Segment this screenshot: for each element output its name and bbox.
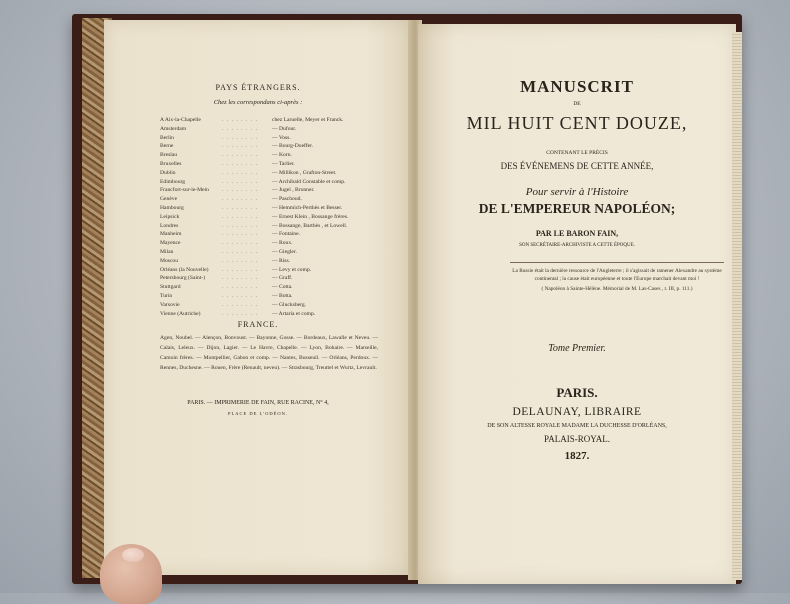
correspondent-name: — Levy et comp. (272, 266, 312, 273)
leader-dots: . . . . . . . . (222, 196, 258, 203)
tome: Tome Premier. (548, 343, 606, 354)
city-paris: PARIS. (556, 385, 598, 400)
correspondent-name: — Glucksberg. (272, 301, 307, 308)
correspondent-row (160, 267, 311, 273)
correspondent-row (160, 161, 295, 167)
correspondent-city: Manheim (160, 231, 182, 238)
correspondent-row (160, 143, 313, 149)
correspondent-city: Berlin (160, 134, 174, 141)
correspondent-name: — Roux. (272, 240, 293, 247)
correspondent-city: Genève (160, 196, 178, 203)
leader-dots: . . . . . . . . (222, 284, 258, 291)
epigraph (512, 267, 722, 293)
correspondent-row (160, 170, 336, 176)
pour-servir: Pour servir à l'Histoire (525, 186, 629, 198)
correspondent-row (160, 117, 343, 123)
correspondent-name: — Artaria et comp. (272, 310, 316, 317)
correspondent-row (160, 311, 315, 317)
correspondent-name: — Archibald Constable et comp. (272, 178, 346, 185)
correspondent-name: — Bourg-Doeffer. (272, 143, 314, 150)
correspondent-city: Stuttgard (160, 284, 181, 291)
france-text: Agen, Noubel. — Alençon, Bonvoust. — Bayonne, Gosse. — Bordeaux, Lawalle et Neveu. — Calais, Leleux. — Dijon, Lagier. — Le Havre, Chapelle. — Lyon, Bohaire. — Marseille, Camoin frères. — Montpellier, Gabon et comp. — Nantes, Busseuil. — Orléans, Perdoux. — Rennes, Duchesne. — Rouen, Frère (Renault, neveu). — Strasbourg, Treuttel et Wurtz, Levrault. (160, 335, 378, 371)
title-de: DE (573, 101, 581, 107)
publication-year: 1827. (564, 450, 590, 462)
correspondent-city: Orléans (la Nouvelle) (160, 266, 209, 273)
leader-dots: . . . . . . . . (222, 134, 258, 141)
correspondent-row (160, 214, 348, 220)
correspondent-row (160, 302, 306, 308)
leader-dots: . . . . . . . . (222, 169, 258, 176)
palais-royal: PALAIS-ROYAL. (544, 434, 610, 444)
leader-dots: . . . . . . . . (222, 266, 258, 273)
correspondent-row (160, 187, 314, 193)
correspondent-city: A Aix-la-Chapelle (160, 117, 201, 123)
correspondent-name: — Graff. (272, 275, 293, 282)
correspondent-name: — Bossange, Barthès , et Lowell. (272, 222, 348, 229)
leader-dots: . . . . . . . . (222, 240, 258, 247)
correspondent-city: Londres (160, 222, 179, 229)
leader-dots: . . . . . . . . (222, 117, 258, 123)
correspondent-row (160, 223, 347, 229)
leader-dots: . . . . . . . . (222, 231, 258, 238)
correspondent-city: Francfort-sur-le-Mein (160, 187, 209, 194)
correspondent-city: Berne (160, 143, 174, 150)
correspondent-name: — Paschoud. (272, 196, 302, 203)
correspondent-city: Bruxelles (160, 161, 182, 167)
correspondent-name: — Voss. (272, 134, 291, 141)
correspondent-row (160, 231, 300, 237)
leader-dots: . . . . . . . . (222, 293, 258, 299)
correspondent-row (160, 196, 302, 202)
correspondent-city: Mayence (160, 240, 181, 247)
correspondent-city: Amsterdam (160, 125, 187, 132)
leader-dots: . . . . . . . . (222, 143, 258, 150)
leader-dots: . . . . . . . . (222, 125, 258, 132)
correspondent-city: Moscou (160, 257, 179, 264)
leader-dots: . . . . . . . . (222, 205, 258, 211)
correspondent-row (160, 126, 296, 132)
correspondent-city: Leipsick (160, 213, 180, 220)
author: PAR LE BARON FAIN, (535, 229, 619, 238)
correspondent-name: — Millikon , Grafton-Street. (272, 169, 337, 176)
correspondent-row (160, 258, 290, 264)
leader-dots: . . . . . . . . (222, 249, 258, 255)
correspondent-name: — Giegler. (272, 249, 297, 255)
thumbnail-nail (122, 548, 144, 562)
correspondent-name: — Riss. (272, 257, 291, 264)
correspondent-name: — Korn. (272, 152, 292, 159)
correspondent-name: — Botta. (272, 293, 293, 299)
publisher: DELAUNAY, LIBRAIRE (512, 406, 642, 418)
correspondent-row (160, 152, 292, 158)
imprint-line1: PARIS. — IMPRIMERIE DE FAIN, RUE RACINE, N° 4, (187, 400, 329, 406)
france-title: FRANCE. (237, 320, 279, 329)
year-title: MIL HUIT CENT DOUZE, (466, 113, 688, 133)
epigraph-source: ( Napoléon à Sainte-Hélène. Mémorial de M. Las-Cases , t. III, p. 111.) (541, 286, 693, 292)
correspondent-name: — Tarlier. (272, 161, 295, 167)
correspondent-city: Petersbourg (Saint-) (160, 275, 206, 282)
leader-dots: . . . . . . . . (222, 301, 258, 308)
leader-dots: . . . . . . . . (222, 222, 258, 229)
author-title: SON SECRÉTAIRE-ARCHIVISTE A CETTE ÉPOQUE. (519, 243, 635, 248)
leader-dots: . . . . . . . . (222, 310, 258, 317)
correspondent-row (160, 205, 342, 211)
correspondent-city: Edimbourg (160, 178, 186, 185)
correspondent-row (160, 275, 292, 281)
contenant: CONTENANT LE PRÉCIS (546, 150, 608, 156)
left-title: PAYS ÉTRANGERS. (215, 83, 301, 92)
leader-dots: . . . . . . . . (222, 275, 258, 282)
correspondent-city: Dublin (160, 169, 176, 176)
leader-dots: . . . . . . . . (222, 178, 258, 185)
correspondent-row (160, 249, 297, 255)
leader-dots: . . . . . . . . (222, 161, 258, 167)
correspondent-row (160, 284, 293, 290)
correspondent-city: Vienne (Autriche) (160, 310, 201, 317)
correspondent-name: — Cotta. (272, 284, 293, 291)
leader-dots: . . . . . . . . (222, 257, 258, 264)
leader-dots: . . . . . . . . (222, 152, 258, 159)
leader-dots: . . . . . . . . (222, 187, 258, 194)
publisher-altesse: DE SON ALTESSE ROYALE MADAME LA DUCHESSE D'ORLÉANS, (487, 423, 667, 429)
correspondent-name: — Jugel , Bronner. (272, 187, 315, 194)
correspondent-city: Varsovie (160, 301, 180, 308)
book-title: MANUSCRIT (520, 77, 634, 96)
empereur: DE L'EMPEREUR NAPOLÉON; (478, 201, 676, 216)
correspondent-name: — Dufour. (272, 125, 297, 132)
correspondent-city: Milan (160, 249, 174, 255)
leader-dots: . . . . . . . . (222, 213, 258, 220)
left-subtitle: Chez les correspondans ci-après : (213, 99, 303, 106)
correspondent-row (160, 293, 293, 299)
correspondent-name: — Ernest Klein , Bossange frères. (272, 213, 349, 220)
imprint-line2: PLACE DE L'ODÉON. (228, 411, 288, 416)
right-page (418, 24, 736, 584)
epigraph-text: La Russie était la dernière ressource de l'Angleterre ; il s'agissait de ramener Alexandre au système continental ; la cause était européenne et toute l'Europe marchait devant moi ! (512, 268, 722, 282)
correspondent-row (160, 240, 293, 246)
correspondent-row (160, 179, 345, 185)
correspondent-row (160, 135, 291, 141)
correspondent-name: — Fontaine. (272, 231, 300, 238)
correspondent-city: Turin (160, 293, 173, 299)
correspondent-name: — Hemmich-Perthès et Besser. (272, 205, 343, 211)
correspondent-city: Breslau (160, 152, 178, 159)
correspondent-name: chez Laruelle, Meyer et Franck. (272, 117, 344, 123)
quote-rule (510, 262, 724, 263)
evenemens: DES ÉVÉNEMENS DE CETTE ANNÉE, (500, 161, 654, 171)
correspondent-city: Hambourg (160, 205, 184, 211)
